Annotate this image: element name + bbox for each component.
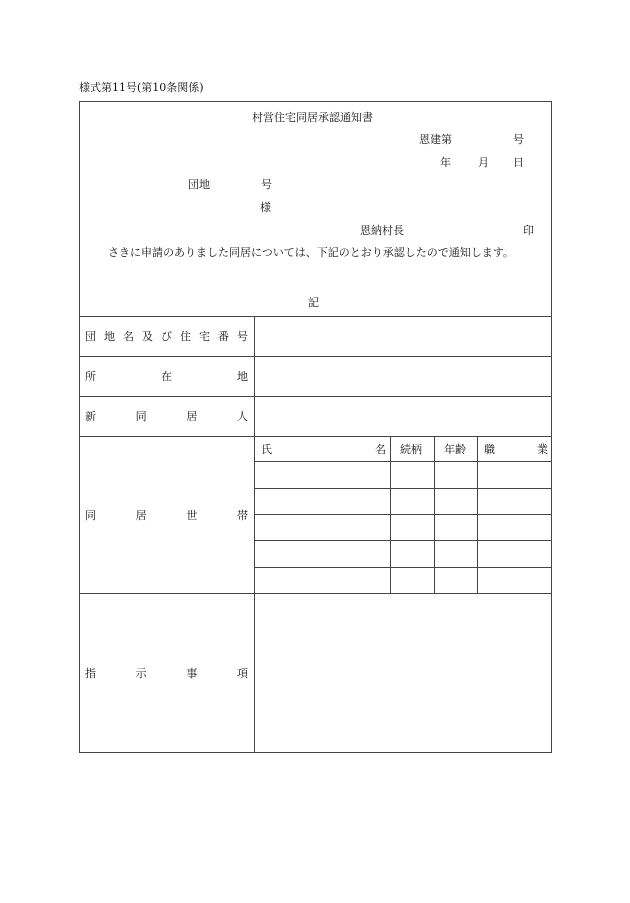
date-day-label: 日 [513,156,524,169]
label-char: 団 [85,330,96,343]
label-char: 住 [180,330,191,343]
label-column-divider [254,316,255,753]
label-char: 名 [123,330,134,343]
label-char: 指 [85,667,96,680]
date-month-label: 月 [478,156,489,169]
notice-header [79,101,552,317]
label-char: 同 [85,509,96,522]
sender-label: 恩納村長 [360,224,404,237]
household-grid-line [254,567,552,568]
household-grid-line [477,436,478,593]
row-divider [79,316,552,317]
label-char: 同 [135,410,147,423]
label-char: 在 [161,370,172,383]
label-char: 項 [236,667,248,680]
label-location [85,371,248,382]
row-divider [79,396,552,397]
household-grid-line [434,436,435,593]
form-number-label: 様式第11号(第10条関係) [79,81,204,94]
label-char: 及 [142,330,153,343]
label-char: 示 [135,667,147,680]
label-char: 居 [186,410,198,423]
label-char: 居 [135,509,147,522]
household-grid-line [254,488,552,489]
household-grid-line [390,436,391,593]
label-new-cohabitant [85,411,248,422]
row-divider [79,436,552,437]
label-char: 人 [236,410,248,423]
household-grid-line [254,461,552,462]
recipient-honorific: 様 [260,201,271,214]
label-cohabiting-household [85,510,248,521]
recipient-danchi-label: 団地 [188,178,210,191]
document-number-suffix: 号 [513,133,524,146]
label-char: 新 [85,410,96,423]
col-header-age: 年齢 [444,443,466,456]
seal-mark: 印 [523,224,534,237]
label-char: 帯 [236,509,248,522]
col-header-job-b: 業 [537,443,548,456]
label-instructions [85,668,248,679]
label-char: 番 [218,330,229,343]
date-year-label: 年 [440,156,451,169]
household-grid-line [254,514,552,515]
label-char: び [161,330,172,343]
document-number-prefix: 恩建第 [419,133,452,146]
notice-body-text: さきに申請のありました同居については、下記のとおり承認したので通知します。 [108,246,514,259]
row-divider [79,356,552,357]
col-header-name-a: 氏 [261,443,272,456]
label-char: 事 [186,667,198,680]
label-char: 地 [104,330,115,343]
label-char: 所 [85,370,96,383]
document-title: 村営住宅同居承認通知書 [252,111,373,124]
label-danchi-and-unit [85,331,248,342]
label-char: 号 [237,330,248,343]
row-divider [79,593,552,594]
label-char: 世 [186,509,198,522]
ki-label: 記 [308,296,319,309]
household-grid-line [254,540,552,541]
col-header-job-a: 職 [484,443,495,456]
label-char: 宅 [199,330,210,343]
col-header-name-b: 名 [375,443,386,456]
recipient-number-label: 号 [261,178,272,191]
label-char: 地 [237,370,248,383]
col-header-relation: 続柄 [400,443,422,456]
